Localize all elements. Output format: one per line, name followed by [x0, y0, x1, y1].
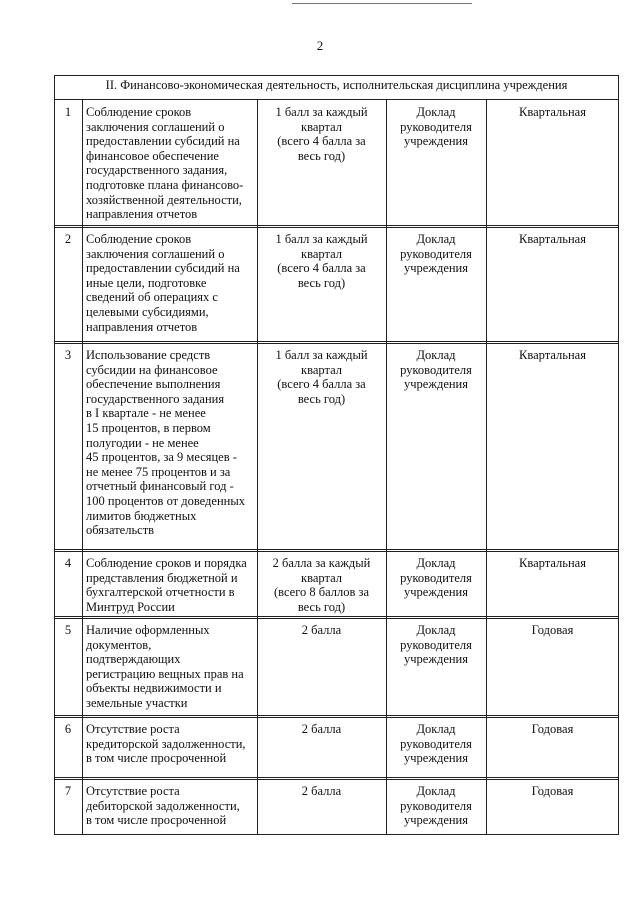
column-divider: [486, 99, 487, 835]
criterion-text: [86, 722, 253, 766]
criterion-text-line: не менее 75 процентов и за: [86, 464, 231, 479]
source-text: [390, 348, 482, 392]
criterion-text-line: 15 процентов, в первом: [86, 420, 211, 435]
source-text-line: учреждения: [403, 652, 468, 667]
source-text-line: Доклад: [416, 348, 456, 362]
source-text-line: Доклад: [416, 784, 456, 798]
criterion-text-line: обязательств: [86, 523, 155, 538]
score-text-line: квартал: [301, 119, 342, 134]
row-divider: [54, 834, 619, 835]
period-text: Годовая: [531, 623, 574, 637]
criterion-text-line: сведений об операциях с: [86, 290, 218, 305]
criterion-text-line: заключения соглашений о: [86, 119, 225, 134]
source-text-line: учреждения: [403, 813, 468, 828]
criterion-text-line: в I квартале - не менее: [86, 406, 206, 421]
source-text-line: руководителя: [400, 570, 472, 585]
criterion-text-line: целевыми субсидиями,: [86, 304, 209, 319]
row-number: 7: [64, 784, 72, 798]
score-text-line: весь год): [297, 275, 346, 290]
row-divider: [54, 225, 619, 228]
criterion-text-line: Отсутствие роста: [86, 784, 180, 798]
row-divider: [54, 99, 619, 100]
score-text: [261, 556, 382, 614]
criterion-text-line: лимитов бюджетных: [86, 508, 197, 523]
criterion-text-line: субсидии на финансовое: [86, 362, 218, 377]
row-divider: [54, 777, 619, 780]
row-divider: [54, 549, 619, 552]
criterion-text-line: дебиторской задолженности,: [86, 798, 240, 813]
criterion-text-line: представления бюджетной и: [86, 570, 238, 585]
period-text: Квартальная: [519, 105, 586, 119]
score-text-line: (всего 4 балла за: [277, 377, 366, 392]
criterion-text-line: Использование средств: [86, 348, 211, 362]
criterion-text-line: хозяйственной деятельности,: [86, 192, 242, 207]
source-text: [390, 784, 482, 828]
table-border-side: [618, 75, 619, 835]
score-text-line: 1 балл за каждый: [275, 348, 368, 362]
row-number: 2: [64, 232, 72, 246]
criterion-text-line: полугодии - не менее: [86, 435, 199, 450]
criterion-text-line: Отсутствие роста: [86, 722, 180, 736]
source-text-line: руководителя: [400, 736, 472, 751]
period-text: Годовая: [531, 722, 574, 736]
score-text-line: 2 балла за каждый: [272, 556, 371, 570]
source-text-line: руководителя: [400, 637, 472, 652]
criterion-text-line: Соблюдение сроков и порядка: [86, 556, 247, 570]
period-text: Квартальная: [519, 348, 586, 362]
source-text-line: руководителя: [400, 362, 472, 377]
criterion-text-line: Соблюдение сроков: [86, 232, 192, 246]
criterion-text-line: Минтруд России: [86, 599, 175, 614]
row-number: 1: [64, 105, 72, 119]
source-text-line: Доклад: [416, 722, 456, 736]
criterion-text-line: государственного задания: [86, 391, 225, 406]
criteria-table: [54, 75, 619, 835]
score-text-line: 2 балла: [301, 623, 342, 637]
source-text: [390, 722, 482, 766]
section-title: II. Финансово-экономическая деятельность, исполнительская дисциплина учреждения: [105, 78, 568, 92]
score-text: [261, 232, 382, 290]
column-divider: [386, 99, 387, 835]
score-text-line: 2 балла: [301, 722, 342, 736]
score-text-line: квартал: [301, 570, 342, 585]
score-text: [261, 348, 382, 406]
page-number: 2: [316, 38, 324, 53]
score-text-line: весь год): [297, 148, 346, 163]
criterion-text-line: предоставлении субсидий на: [86, 261, 240, 276]
score-text-line: весь год): [297, 599, 346, 614]
criterion-text-line: финансовое обеспечение: [86, 148, 219, 163]
source-text: [390, 232, 482, 276]
score-text-line: 1 балл за каждый: [275, 232, 368, 246]
source-text-line: Доклад: [416, 105, 456, 119]
table-border-side: [54, 75, 55, 835]
criterion-text: [86, 348, 253, 538]
criterion-text-line: в том числе просроченной: [86, 751, 227, 766]
criterion-text-line: документов,: [86, 637, 152, 652]
criterion-text-line: кредиторской задолженности,: [86, 736, 246, 751]
criterion-text: [86, 556, 253, 614]
criterion-text-line: бухгалтерской отчетности в: [86, 585, 235, 600]
criterion-text-line: 100 процентов от доведенных: [86, 493, 245, 508]
source-text-line: Доклад: [416, 556, 456, 570]
criterion-text-line: обеспечение выполнения: [86, 377, 221, 392]
column-divider: [257, 99, 258, 835]
score-text-line: квартал: [301, 246, 342, 261]
source-text-line: учреждения: [403, 261, 468, 276]
criterion-text: [86, 105, 253, 222]
criterion-text-line: предоставлении субсидий на: [86, 134, 240, 149]
criterion-text-line: иные цели, подготовке: [86, 275, 207, 290]
source-text: [390, 556, 482, 600]
source-text: [390, 623, 482, 667]
source-text-line: руководителя: [400, 119, 472, 134]
source-text-line: руководителя: [400, 246, 472, 261]
criterion-text-line: направления отчетов: [86, 319, 198, 334]
column-divider: [82, 99, 83, 835]
score-text-line: квартал: [301, 362, 342, 377]
criterion-text: [86, 232, 253, 334]
table-border-top: [54, 75, 619, 76]
source-text-line: Доклад: [416, 232, 456, 246]
score-text-line: 1 балл за каждый: [275, 105, 368, 119]
top-edge-line: [292, 3, 472, 4]
criterion-text: [86, 623, 253, 711]
criterion-text-line: подтверждающих: [86, 652, 181, 667]
criterion-text: [86, 784, 253, 828]
score-text: [261, 105, 382, 163]
source-text-line: Доклад: [416, 623, 456, 637]
score-text: [261, 623, 382, 638]
row-divider: [54, 341, 619, 344]
row-number: 4: [64, 556, 72, 570]
score-text-line: (всего 8 баллов за: [273, 585, 370, 600]
score-text-line: весь год): [297, 391, 346, 406]
row-number: 3: [64, 348, 72, 362]
criterion-text-line: земельные участки: [86, 695, 188, 710]
row-number: 6: [64, 722, 72, 736]
row-divider: [54, 616, 619, 619]
period-text: Годовая: [531, 784, 574, 798]
criterion-text-line: регистрацию вещных прав на: [86, 666, 244, 681]
row-number: 5: [64, 623, 72, 637]
period-text: Квартальная: [519, 556, 586, 570]
criterion-text-line: объекты недвижимости и: [86, 681, 222, 696]
criterion-text-line: Соблюдение сроков: [86, 105, 192, 119]
score-text: [261, 722, 382, 737]
source-text-line: учреждения: [403, 377, 468, 392]
criterion-text-line: направления отчетов: [86, 207, 198, 222]
criterion-text-line: подготовке плана финансово-: [86, 177, 244, 192]
source-text: [390, 105, 482, 149]
score-text: [261, 784, 382, 799]
score-text-line: (всего 4 балла за: [277, 134, 366, 149]
source-text-line: учреждения: [403, 751, 468, 766]
period-text: Квартальная: [519, 232, 586, 246]
criterion-text-line: в том числе просроченной: [86, 813, 227, 828]
source-text-line: учреждения: [403, 585, 468, 600]
criterion-text-line: заключения соглашений о: [86, 246, 225, 261]
source-text-line: руководителя: [400, 798, 472, 813]
source-text-line: учреждения: [403, 134, 468, 149]
criterion-text-line: 45 процентов, за 9 месяцев -: [86, 450, 237, 465]
criterion-text-line: отчетный финансовый год -: [86, 479, 234, 494]
criterion-text-line: Наличие оформленных: [86, 623, 210, 637]
criterion-text-line: государственного задания,: [86, 163, 228, 178]
row-divider: [54, 715, 619, 718]
score-text-line: 2 балла: [301, 784, 342, 798]
score-text-line: (всего 4 балла за: [277, 261, 366, 276]
